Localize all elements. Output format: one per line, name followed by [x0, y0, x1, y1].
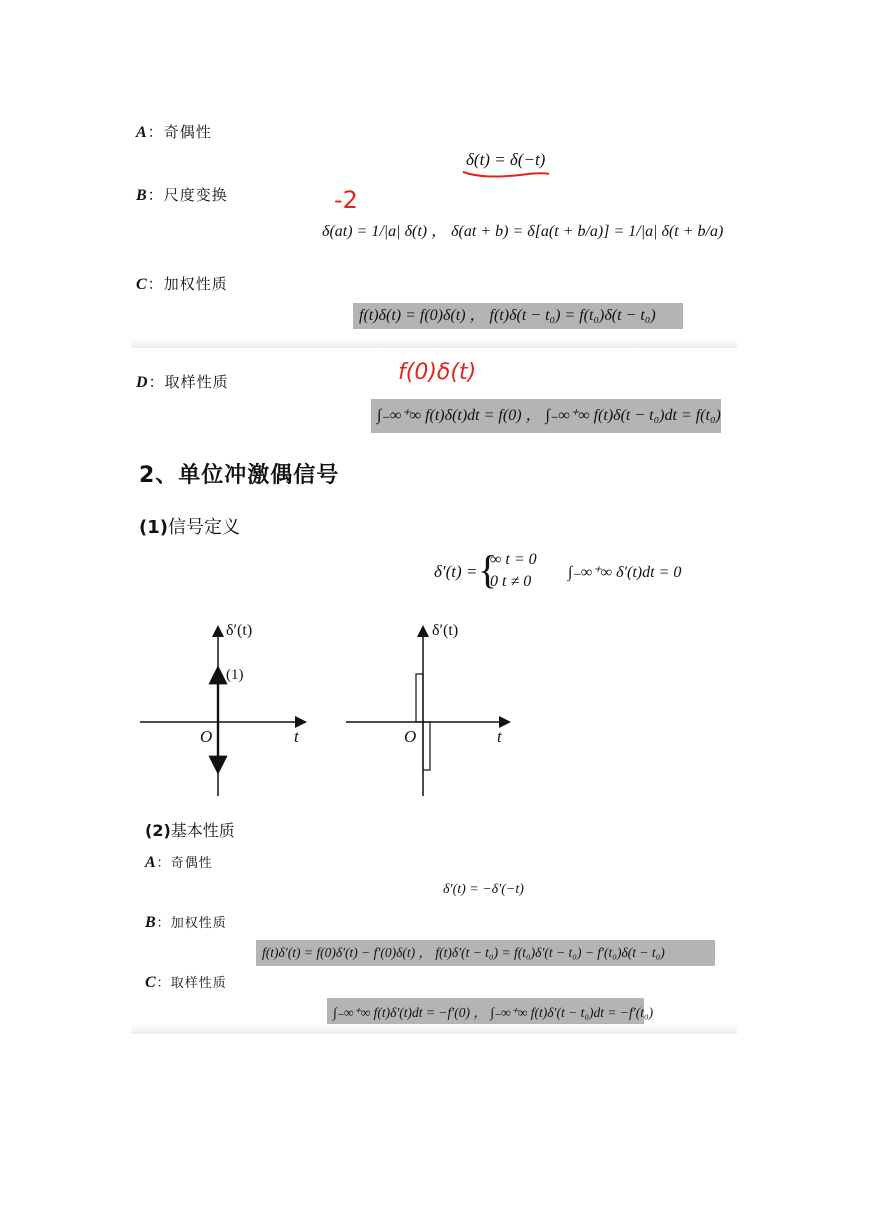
prop-b-label: B：尺度变换	[136, 186, 228, 204]
handwritten-annotation-2: f(0)δ(t)	[398, 360, 477, 385]
graph2-origin: O	[404, 727, 417, 746]
prop-d-label: D：取样性质	[136, 373, 229, 391]
prop2-c-label: C：取样性质	[145, 974, 227, 991]
prop2-b-label: B：加权性质	[145, 914, 227, 931]
red-underline	[460, 166, 552, 180]
prop-c-label: C：加权性质	[136, 275, 228, 293]
prop2-a-label: A：奇偶性	[145, 854, 213, 871]
doublet-weighting-formula: f(t)δ′(t) = f(0)δ′(t) − f′(0)δ(t) ， f(t)δ′(t − t₀) = f(t₀)δ′(t − t₀) − f′(t₀)δ(t − t₀)	[256, 940, 715, 966]
page-divider-2	[131, 1024, 737, 1034]
scaling-formula: δ(at) = 1/|a| δ(t) ， δ(at + b) = δ[a(t + b/a)] = 1/|a| δ(t + b/a)	[322, 223, 724, 240]
page-divider	[131, 338, 737, 348]
negative-pulse	[423, 722, 430, 770]
sampling-formula: ∫₋∞⁺∞ f(t)δ(t)dt = f(0) ， ∫₋∞⁺∞ f(t)δ(t − t₀)dt = f(t₀)	[371, 399, 721, 433]
even-odd-formula: δ(t) = δ(−t)	[466, 150, 546, 169]
graph2-ylabel: δ′(t)	[432, 622, 459, 639]
definition-case-1: ∞ t = 0	[490, 551, 537, 568]
graph2-xlabel: t	[497, 727, 502, 746]
graph1-origin: O	[200, 727, 213, 746]
weighting-formula: f(t)δ(t) = f(0)δ(t) ， f(t)δ(t − t₀) = f(t₀)δ(t − t₀)	[353, 303, 683, 329]
impulse-doublet-graph-1	[138, 620, 313, 800]
graph1-xlabel: t	[294, 727, 299, 746]
positive-pulse	[416, 674, 423, 722]
doublet-odd-formula: δ′(t) = −δ′(−t)	[443, 882, 524, 897]
definition-case-2: 0 t ≠ 0	[490, 573, 532, 590]
graph1-impulse-label: (1)	[226, 667, 244, 683]
graph1-ylabel: δ′(t)	[226, 622, 253, 639]
impulse-doublet-graph-2	[342, 620, 517, 800]
subheading-definition: (1)信号定义	[139, 517, 240, 538]
definition-integral: ∫₋∞⁺∞ δ′(t)dt = 0	[568, 564, 682, 581]
handwritten-annotation: -2	[334, 186, 358, 214]
section-heading: 2、单位冲激偶信号	[139, 463, 340, 488]
brace: {	[478, 547, 498, 592]
subheading-properties: (2)基本性质	[145, 821, 235, 840]
doublet-sampling-formula: ∫₋∞⁺∞ f(t)δ′(t)dt = −f′(0) ， ∫₋∞⁺∞ f(t)δ′(t − t₀)dt = −f′(t₀)	[327, 998, 644, 1028]
definition-lhs: δ′(t) =	[434, 562, 478, 581]
prop-a-label: A：奇偶性	[136, 123, 212, 141]
